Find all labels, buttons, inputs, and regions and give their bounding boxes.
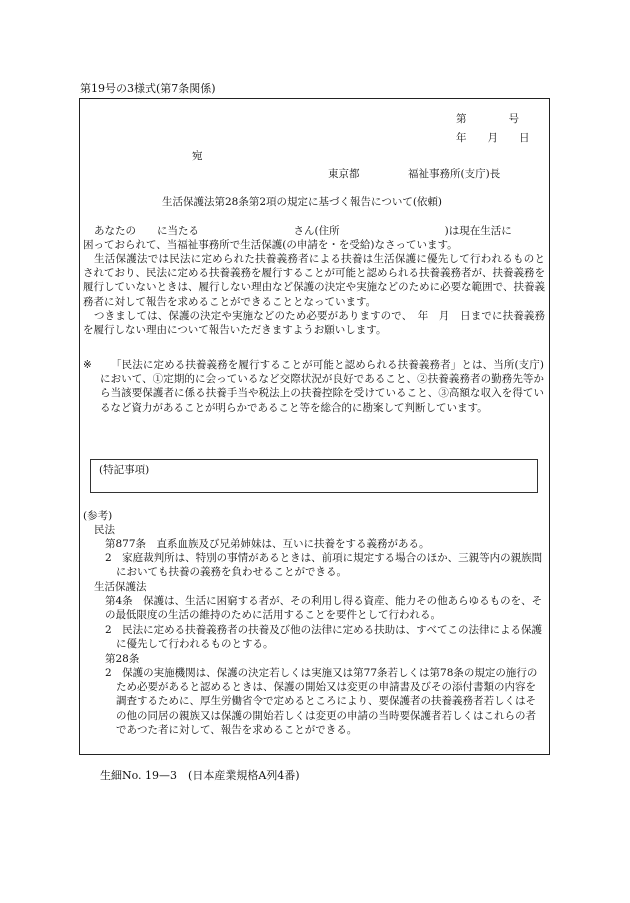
art28-para2: 2 保護の実施機関は、保護の決定若しくは実施又は第77条若しくは第78条の規定の施行のため必要があると認めるときは、保護の開始又は変更の申請書及びその添付書類の内容を調査するために、厚生労働省令で定めるところにより、要保護者の扶養義務者若しくはその他の同居の親族又は保護の開始若しくは変更の申請の当時要保護者若しくはこれらの者であつた者に対して、報告を求めることができる。 (105, 667, 538, 736)
issuer-title: 福祉事務所(支庁)長 (408, 168, 501, 180)
art877-para1: 第877条 直系血族及び兄弟姉妹は、互いに扶養をする義務がある。 (105, 538, 430, 550)
note-text: 「民法に定める扶養義務を履行することが可能と認められる扶養義務者」とは、当所(支庁)において、①定期的に会っているなど交際状況が良好であること、②扶養義務者の勤務先等から当該要保護者に係る扶養手当や税法上の扶養控除を受けていること、③高額な収入を得ているなど資力があることが明らかであること等を総合的に勘案して判断しています。 (100, 359, 544, 414)
art877-para2: 2 家庭裁判所は、特別の事情があるときは、前項に規定する場合のほか、三親等内の親族間においても扶養の義務を負わせることができる。 (105, 552, 543, 579)
art28-heading: 第28条 (105, 653, 140, 665)
document-title: 生活保護法第28条第2項の規定に基づく報告について(依頼) (162, 196, 443, 208)
number-label: 第 号 (456, 113, 519, 125)
reference-heading: (参考) (83, 510, 113, 522)
art4-para2: 2 民法に定める扶養義務者の扶養及び他の法律に定める扶助は、すべてこの法律による保護に優先して行われるものとする。 (105, 624, 542, 651)
body-para-2: 生活保護法では民法に定められた扶養義務者による扶養は生活保護に優先して行われるものとされており、民法に定める扶養義務を履行することが可能と認められる扶養義務者が、扶養義務を履行していないときは、履行しない理由など保護の決定や実施などのために必要な範囲で、扶養義務者に対して報告を求めることができることとなっています。 (83, 253, 545, 308)
footer-code: 生細No. 19—3 (日本産業規格A列4番) (100, 769, 300, 782)
form-id: 第19号の3様式(第7条関係) (80, 82, 216, 95)
note-mark: ※ (83, 359, 92, 371)
addressee: 宛 (192, 150, 203, 162)
body-para-3: つきましては、保護の決定や実施などのため必要がありますので、 年 月 日までに扶養義務を履行しない理由について報告いただきますようお願いします。 (83, 310, 545, 337)
body-line-1: あなたの に当たる さん(住所 )は現在生活に (94, 225, 512, 237)
body-line-2: 困っておられて、当福祉事務所で生活保護(の申請を・を受給)なさっています。 (83, 239, 458, 251)
special-notes-label: (特記事項) (99, 464, 150, 476)
special-notes-box[interactable] (90, 459, 538, 493)
date-label: 年 月 日 (456, 132, 530, 144)
welfare-act-heading: 生活保護法 (94, 581, 147, 593)
art4-para1: 第4条 保護は、生活に困窮する者が、その利用し得る資産、能力その他あらゆるものを、その最低限度の生活の維持のために活用することを要件として行われる。 (105, 595, 543, 622)
form-frame (79, 98, 550, 755)
civil-code-heading: 民法 (94, 524, 115, 536)
issuer-org: 東京都 (328, 168, 360, 180)
